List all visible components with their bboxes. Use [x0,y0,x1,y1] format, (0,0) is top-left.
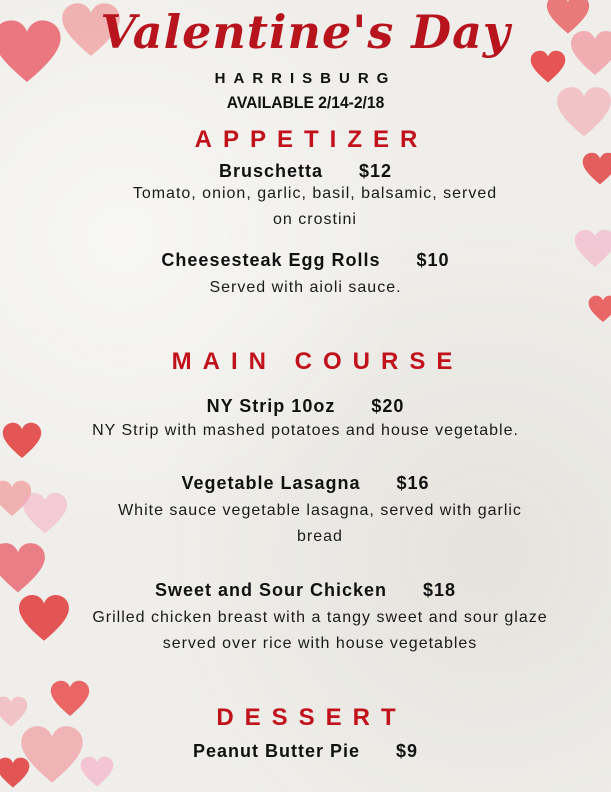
menu-item [0,579,611,601]
item-price: $20 [371,396,405,416]
section-heading-main-course: MAIN COURSE [171,348,464,375]
item-description: White sauce vegetable lasagna, served with garlic bread [118,502,522,545]
menu-item [0,472,611,494]
item-description: Served with aioli sauce. [209,279,402,296]
section-heading-dessert: DESSERT [216,704,407,731]
menu-item [0,249,611,271]
heart-icon [2,420,42,464]
item-price: $9 [396,741,419,761]
item-description: Tomato, onion, garlic, basil, balsamic, served on crostini [132,185,498,228]
item-name: Vegetable Lasagna [181,473,361,493]
item-name: Bruschetta [218,161,323,181]
item-name: NY Strip 10oz [206,396,336,416]
availability-label: AVAILABLE 2/14-2/18 [226,93,385,112]
heart-icon [588,280,611,340]
menu-title: Valentine's Day [100,5,511,59]
section-heading-appetizer: APPETIZER [194,126,429,153]
item-name: Sweet and Sour Chicken [154,580,387,600]
item-price: $18 [423,580,457,600]
menu-item [0,160,611,182]
item-description: Grilled chicken breast with a tangy sweet and sour glaze served over rice with house vegetables [92,609,548,652]
item-name: Cheesesteak Egg Rolls [161,250,381,270]
heart-icon [22,490,68,540]
item-price: $10 [416,250,450,270]
location-label: HARRISBURG [214,70,397,87]
menu-item [0,740,611,762]
item-description: NY Strip with mashed potatoes and house vegetable. [92,422,519,439]
item-price: $12 [358,161,393,181]
menu-item [0,395,611,417]
item-price: $16 [396,473,430,493]
item-name: Peanut Butter Pie [192,741,360,761]
